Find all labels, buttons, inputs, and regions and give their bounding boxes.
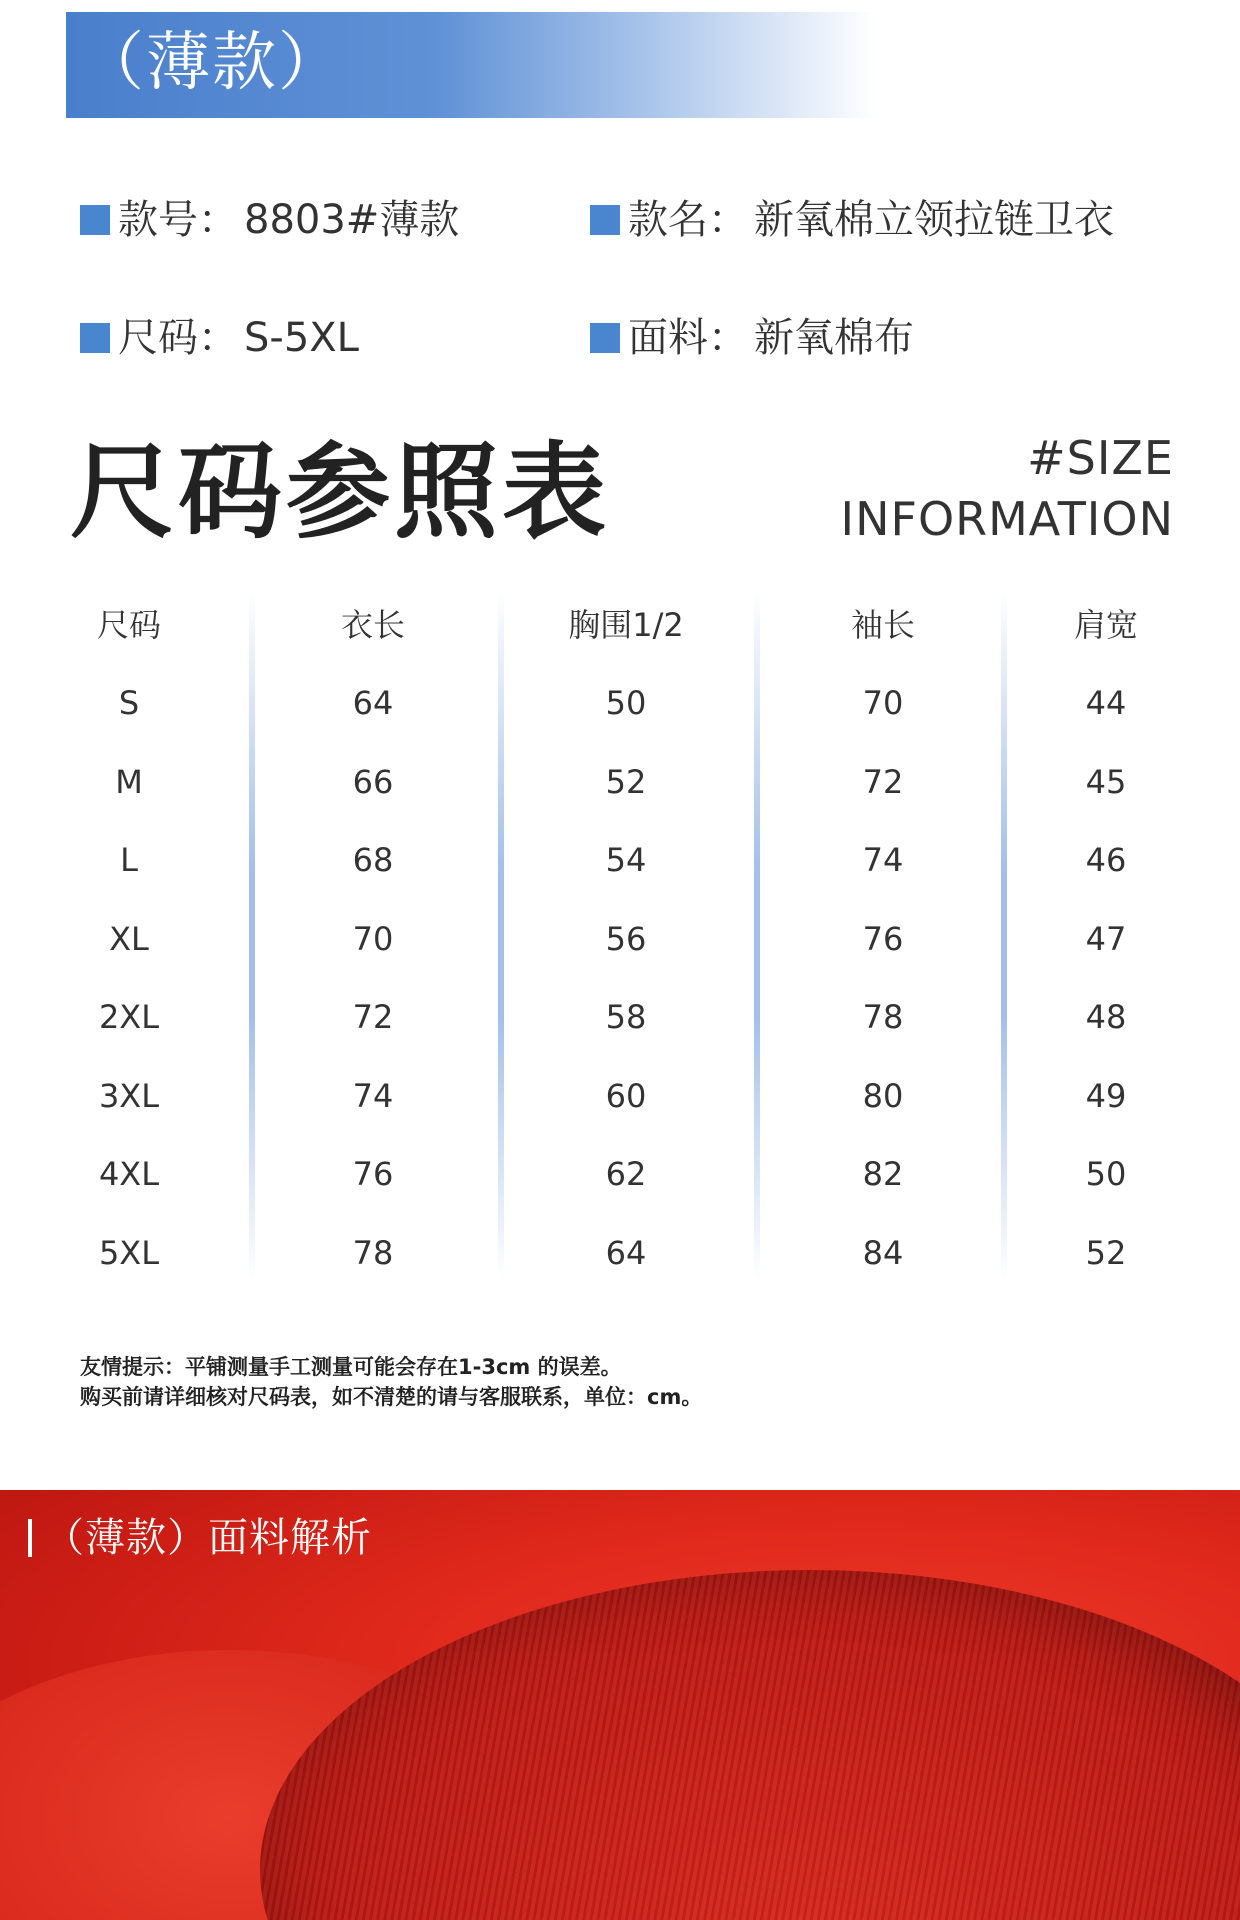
spec-value: S-5XL — [244, 315, 359, 361]
table-value-cell: 47 — [1085, 919, 1127, 958]
note-line-2: 购买前请详细核对尺码表，如不清楚的请与客服联系，单位：cm。 — [80, 1385, 703, 1409]
table-value-cell: 58 — [605, 998, 647, 1036]
table-value-cell: 78 — [862, 998, 904, 1036]
table-value-cell: 64 — [605, 1233, 647, 1272]
spec-value: 8803#薄款 — [244, 197, 460, 243]
table-value-cell: 54 — [605, 841, 647, 879]
blue-square-bullet-icon — [80, 205, 110, 235]
table-value-cell: 56 — [605, 919, 647, 958]
table-value-cell: 76 — [862, 919, 904, 958]
table-value-cell: 62 — [605, 1155, 647, 1193]
spec-style-name — [590, 190, 1114, 250]
column-divider — [249, 590, 255, 1280]
table-value-cell: 76 — [352, 1155, 394, 1193]
size-table — [66, 590, 1174, 1280]
table-value-cell: 52 — [1085, 1233, 1127, 1272]
table-size-cell: S — [118, 684, 140, 722]
table-size-cell: M — [115, 762, 143, 801]
blue-square-bullet-icon — [590, 205, 620, 235]
fabric-rib-texture — [260, 1570, 1240, 1920]
fabric-section-title — [28, 1508, 372, 1568]
spec-label: 款名： — [628, 197, 748, 243]
fabric-title-text: （薄款）面料解析 — [44, 1515, 372, 1561]
table-size-cell: L — [120, 841, 138, 879]
spec-label: 面料： — [628, 315, 748, 361]
spec-label: 款号： — [118, 197, 238, 243]
table-value-cell: 74 — [862, 841, 904, 879]
size-en-line1: #SIZE — [1027, 431, 1174, 485]
table-value-cell: 64 — [352, 684, 394, 722]
size-chart-title: 尺码参照表 — [70, 431, 611, 553]
table-value-cell: 46 — [1085, 841, 1127, 879]
table-value-cell: 50 — [605, 684, 647, 722]
table-size-cell: 2XL — [98, 998, 160, 1036]
table-size-cell: XL — [109, 919, 149, 958]
spec-size-range — [80, 308, 359, 368]
table-value-cell: 70 — [352, 919, 394, 958]
table-value-cell: 52 — [605, 762, 647, 801]
table-value-cell: 68 — [352, 841, 394, 879]
spec-fabric — [590, 308, 914, 368]
table-value-cell: 45 — [1085, 762, 1127, 801]
table-value-cell: 74 — [352, 1076, 394, 1115]
table-header-cell: 肩宽 — [1073, 606, 1138, 644]
table-value-cell: 70 — [862, 684, 904, 722]
table-value-cell: 49 — [1085, 1076, 1127, 1115]
table-value-cell: 72 — [352, 998, 394, 1036]
table-header-cell: 衣长 — [340, 606, 405, 644]
size-en-line2: INFORMATION — [840, 492, 1174, 546]
table-header-cell: 尺码 — [96, 606, 161, 644]
size-chart-english-title — [841, 430, 1174, 552]
spec-value: 新氧棉立领拉链卫衣 — [754, 197, 1114, 243]
table-value-cell: 66 — [352, 762, 394, 801]
table-value-cell: 48 — [1085, 998, 1127, 1036]
blue-square-bullet-icon — [80, 323, 110, 353]
table-size-cell: 5XL — [98, 1233, 160, 1272]
table-value-cell: 80 — [862, 1076, 904, 1115]
spec-value: 新氧棉布 — [754, 315, 914, 361]
title-bar-icon — [28, 1519, 32, 1557]
note-line-1: 友情提示：平铺测量手工测量可能会存在1-3cm 的误差。 — [80, 1355, 622, 1379]
table-value-cell: 82 — [862, 1155, 904, 1193]
table-value-cell: 60 — [605, 1076, 647, 1115]
blue-square-bullet-icon — [590, 323, 620, 353]
spec-style-number — [80, 190, 459, 250]
table-value-cell: 78 — [352, 1233, 394, 1272]
column-divider — [498, 590, 504, 1280]
banner-title: （薄款） — [80, 26, 344, 100]
table-value-cell: 44 — [1085, 684, 1127, 722]
table-value-cell: 84 — [862, 1233, 904, 1272]
spec-label: 尺码： — [118, 315, 238, 361]
table-size-cell: 3XL — [98, 1076, 160, 1115]
measurement-notes — [80, 1352, 702, 1412]
table-header-cell: 胸围1/2 — [568, 606, 684, 644]
table-value-cell: 50 — [1085, 1155, 1127, 1193]
table-value-cell: 72 — [862, 762, 904, 801]
table-header-cell: 袖长 — [850, 606, 915, 644]
column-divider — [754, 590, 760, 1280]
table-size-cell: 4XL — [98, 1155, 160, 1193]
fabric-section — [0, 1490, 1240, 1920]
